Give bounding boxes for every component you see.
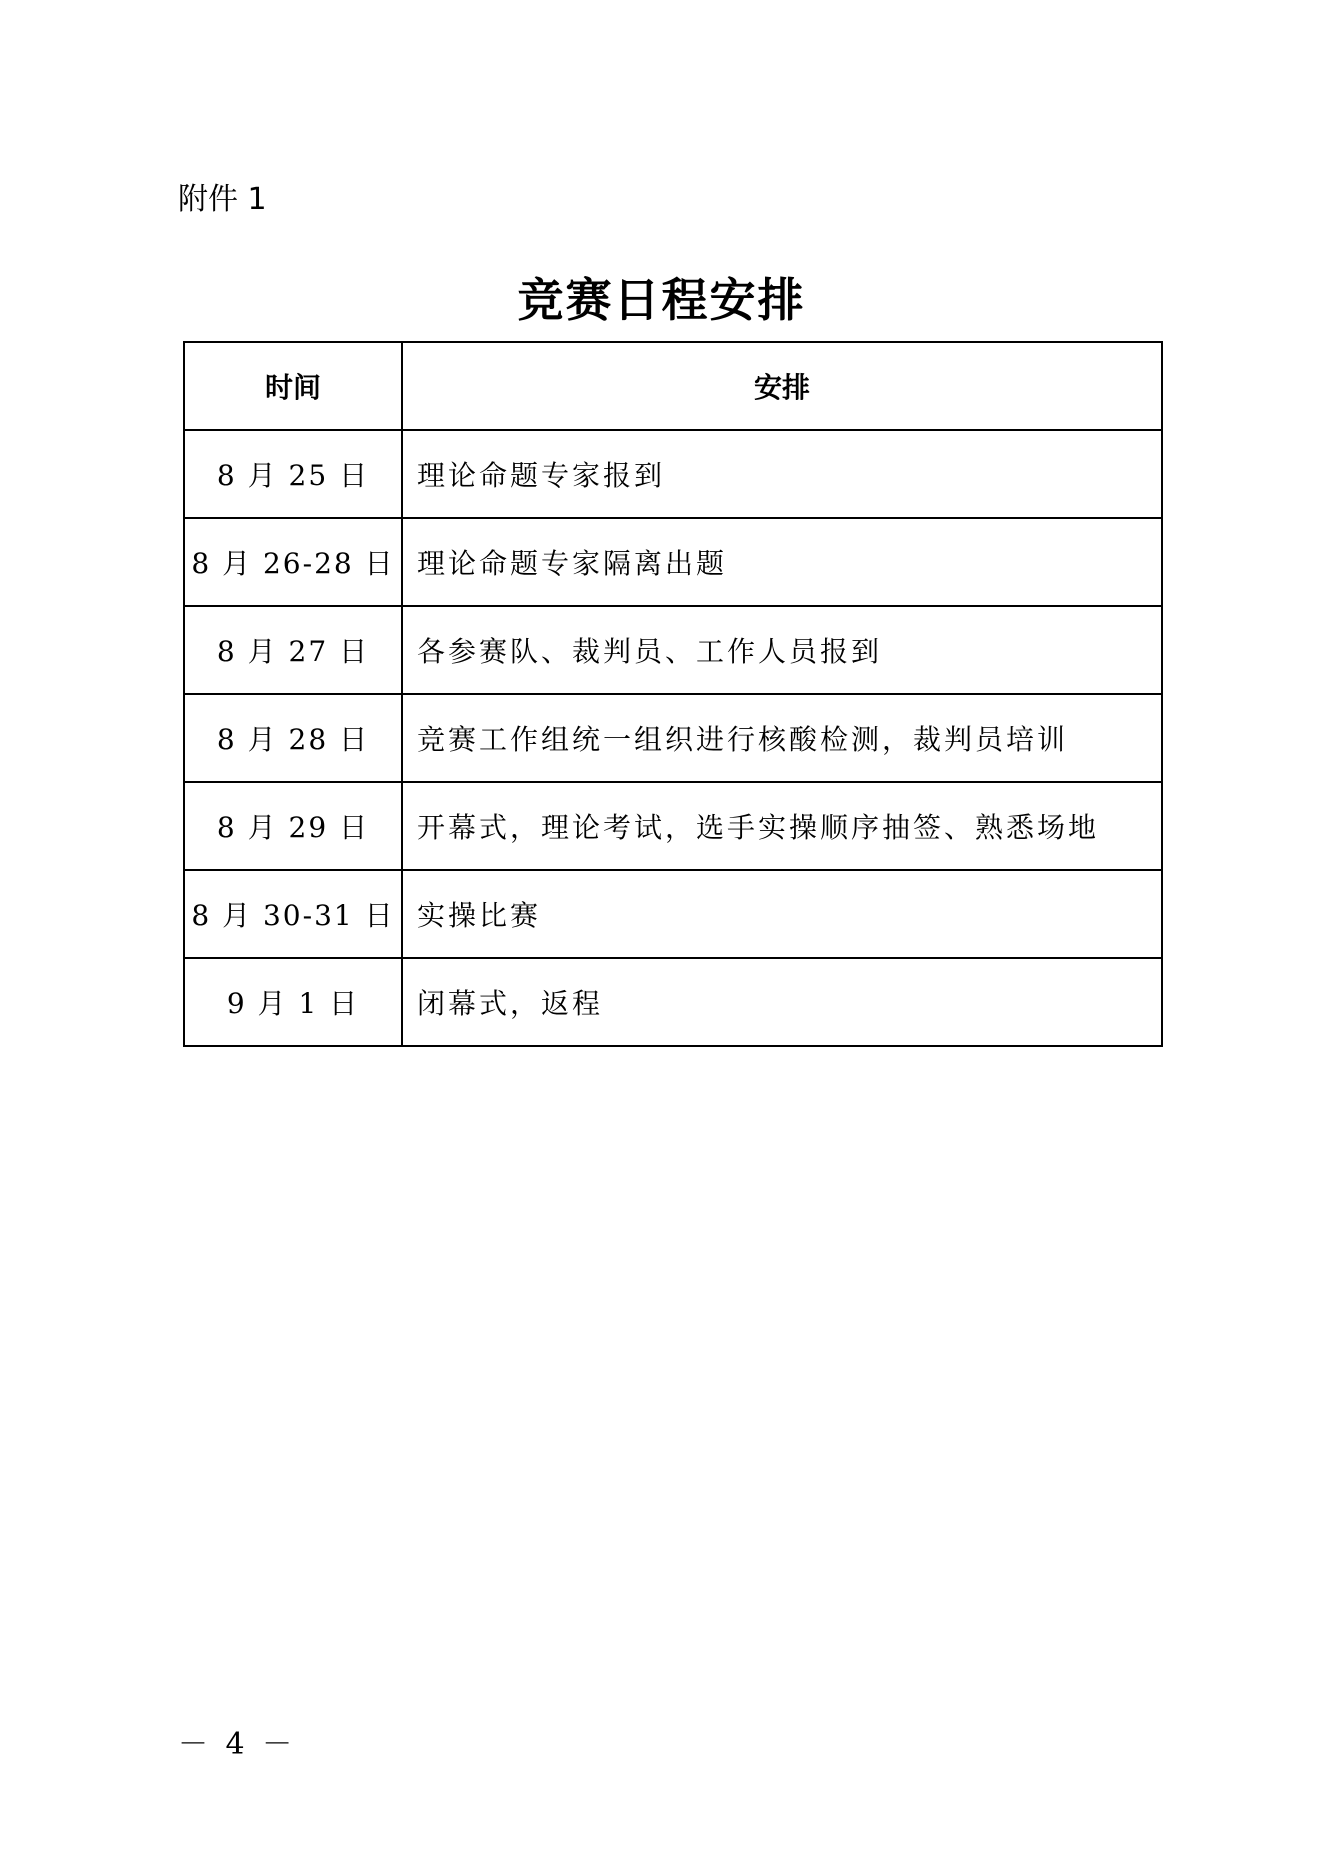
time-cell: 8 月 28 日 bbox=[184, 694, 402, 782]
arrangement-cell: 竞赛工作组统一组织进行核酸检测，裁判员培训 bbox=[402, 694, 1162, 782]
table-row bbox=[184, 782, 1162, 870]
header-time: 时间 bbox=[184, 342, 402, 430]
arrangement-cell: 实操比赛 bbox=[402, 870, 1162, 958]
arrangement-cell: 开幕式，理论考试，选手实操顺序抽签、熟悉场地 bbox=[402, 782, 1162, 870]
table-row bbox=[184, 430, 1162, 518]
time-cell: 8 月 30-31 日 bbox=[184, 870, 402, 958]
time-cell: 8 月 25 日 bbox=[184, 430, 402, 518]
table-row bbox=[184, 694, 1162, 782]
document-title: 竞赛日程安排 bbox=[517, 273, 806, 327]
time-cell: 9 月 1 日 bbox=[184, 958, 402, 1046]
schedule-table bbox=[183, 341, 1163, 1047]
arrangement-cell: 理论命题专家报到 bbox=[402, 430, 1162, 518]
page-number: － 4 － bbox=[178, 1727, 297, 1762]
table-header-row bbox=[184, 342, 1162, 430]
arrangement-cell: 理论命题专家隔离出题 bbox=[402, 518, 1162, 606]
time-cell: 8 月 26-28 日 bbox=[184, 518, 402, 606]
table-row bbox=[184, 606, 1162, 694]
table-row bbox=[184, 518, 1162, 606]
table-row bbox=[184, 870, 1162, 958]
attachment-label: 附件 1 bbox=[178, 182, 267, 217]
arrangement-cell: 各参赛队、裁判员、工作人员报到 bbox=[402, 606, 1162, 694]
time-cell: 8 月 29 日 bbox=[184, 782, 402, 870]
header-arrangement: 安排 bbox=[402, 342, 1162, 430]
time-cell: 8 月 27 日 bbox=[184, 606, 402, 694]
arrangement-cell: 闭幕式，返程 bbox=[402, 958, 1162, 1046]
table-row bbox=[184, 958, 1162, 1046]
